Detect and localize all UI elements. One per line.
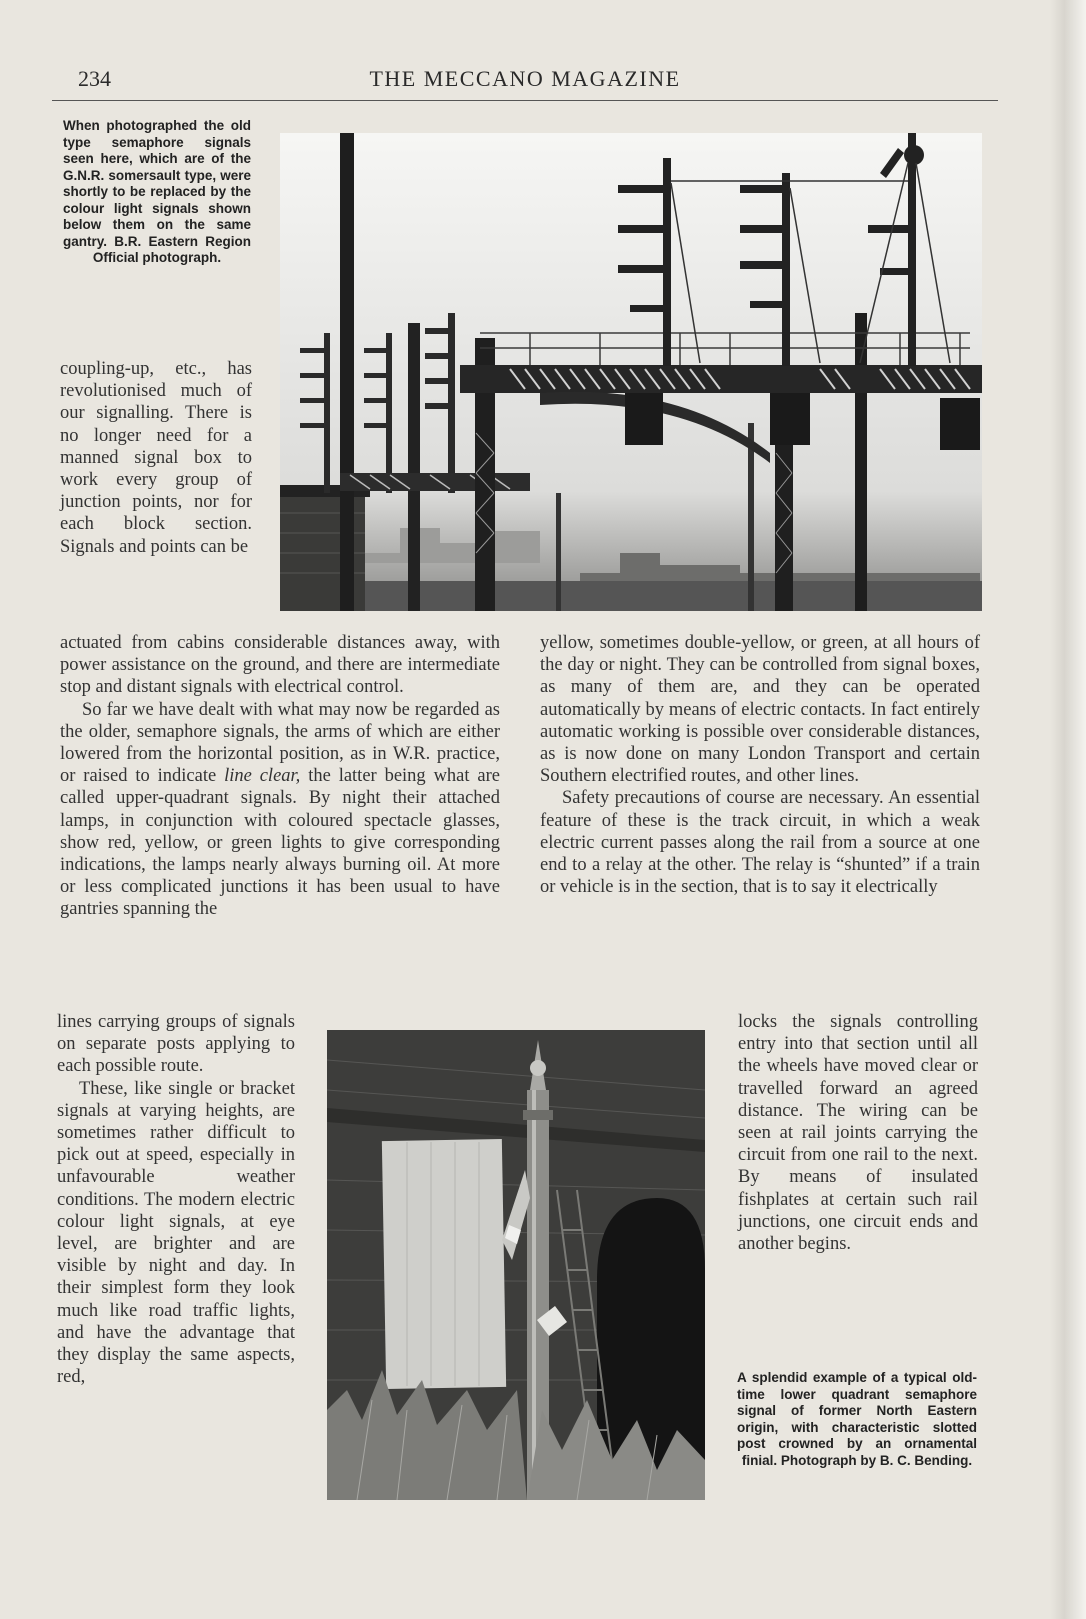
para-semaphore-signals: So far we have dealt with what may now be regarded as the older, semaphore signals, the arms of which are either lowered from the horizontal position, as in W.R. practice, or raised to indicate line clear, the latter being what are called upper-quadrant signals. By night their attached lamps, in conjunction with coloured spectacle glasses, show red, yellow, or green lights to give corresponding indications, the lamps nearly always burning oil. At more or less complicated junctions it has been usual to have gantries spanning the [60, 699, 501, 920]
photo-signal-gantry [280, 133, 982, 611]
page-number: 234 [78, 66, 111, 91]
caption-semaphore-photo: A splendid example of a typical old-time lower quadrant semaphore signal of former North Eastern origin, with characteristic slotted post crowned by an ornamental finial. Photograph by B. C. Bending. [737, 1370, 977, 1468]
para-track-circuit: Safety precautions of course are necessary. An essential feature of these is the track circuit, in which a weak electric current passes along the rail from a source at one end to a relay at the other. The relay is “shunted” if a train or vehicle is in the section, that is to say it electrically [540, 788, 980, 898]
semaphore-illustration [327, 1030, 705, 1500]
page-header [52, 64, 998, 101]
para-colour-aspects: yellow, sometimes double-yellow, or green, at all hours of the day or night. They can be controlled from signal boxes, as many of them are, and they can be operated automatically by means of electric contacts. In fact entirely automatic working is possible over considerable distances, as is now done on many London Transport and certain Southern electrified routes, and other lines. [540, 633, 980, 787]
caption-gantry-photo: When photographed the old type semaphore signals seen here, which are of the G.N.R. somersault type, were shortly to be replaced by the colour light signals shown below them on the same gantry. B.R. Eastern Region Official photograph. [63, 118, 251, 265]
para-gantry-routes: lines carrying groups of signals on separate posts applying to each possible route. [57, 1012, 295, 1077]
para-power-assistance: actuated from cabins considerable distances away, with power assistance on the ground, and there are intermediate stop and distant signals with electrical control. [60, 633, 500, 698]
page-edge-shadow [1050, 0, 1086, 1619]
gantry-illustration [280, 133, 982, 611]
text-col-right-narrow: locks the signals controlling entry into that section until all the wheels have moved clear or travelled forward an agreed distance. The wiring can be seen at rail joints carrying the circuit from one rail to the next. By means of insulated fishplates at certain such rail junctions, one circuit ends and another begins. [738, 1012, 978, 1255]
text-col-narrow-top: coupling-up, etc., has revolutionised much of our signalling. There is no longer need for a manned signal box to work every group of junction points, nor for each block section. Signals and points can be [60, 359, 252, 557]
text-col-left-narrow [57, 1011, 295, 1388]
para-colour-light: These, like single or bracket signals at varying heights, are sometimes rather difficult to pick out at speed, especially in unfavourable weather conditions. The modern electric colour light signals, at eye level, are brighter and are visible by night and day. In their simplest form they look much like road traffic lights, and have the advantage that they display the same aspects, red, [57, 1078, 295, 1388]
text-col-left [60, 632, 500, 921]
text-col-right [540, 632, 980, 898]
magazine-title: THE MECCANO MAGAZINE [369, 66, 681, 91]
photo-ner-semaphore [327, 1030, 705, 1500]
